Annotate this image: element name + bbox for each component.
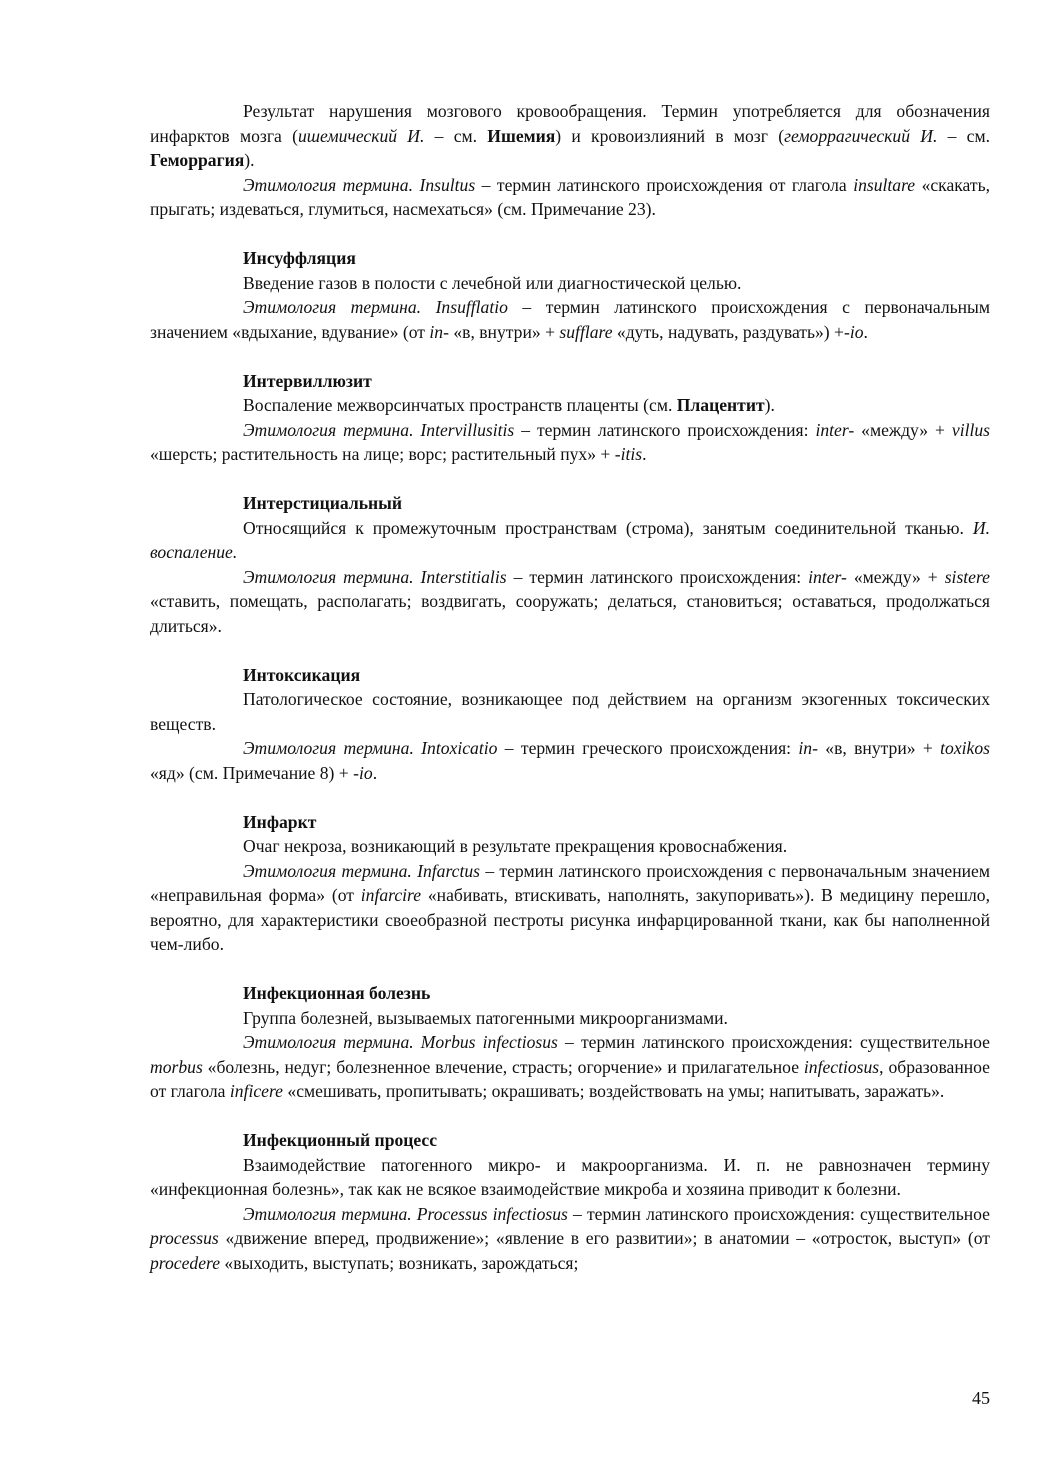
text-run: – термин латинского происхождения: [514,419,816,440]
entry-etymology [150,565,990,639]
entry-title: Инфекционная болезнь [243,983,431,1003]
italic-run: Этимология термина. Insultus [243,174,476,195]
text-run: Результат нарушения мозгового кровообращения. Термин употребляется для обозначения инфарктов мозга ( [150,101,990,146]
bold-term-reference: Ишемия [487,125,556,146]
text-run: «болезнь, недуг; болезненное влечение, страсть; огорчение» и прилагательное [202,1056,804,1077]
entry-definition [150,271,990,296]
italic-run: morbus [150,1056,203,1077]
text-run: – термин латинского происхождения с первоначальным значением «неправильная форма» (от [150,860,990,905]
dictionary-entry [150,981,990,1104]
entry-title: Интервиллюзит [243,370,372,391]
italic-run: Этимология термина. Intoxicatio [243,738,498,758]
italic-run: inter- [808,566,847,587]
entry-definition [150,516,990,565]
bold-term-reference: Геморрагия [150,150,245,170]
text-run: – термин греческого происхождения: [497,738,799,758]
text-run: – термин латинского происхождения с первоначальным значением «вдыхание, вдувание» (от [150,297,990,342]
entry-etymology [150,1030,990,1104]
text-run: «в, внутри» + [448,321,560,342]
italic-run: infarcire [360,885,422,905]
italic-run: inter- [815,419,855,440]
bold-term-reference: Плацентит [676,395,765,415]
dictionary-entry [150,663,990,786]
entry-etymology [150,295,990,344]
italic-run: И. воспаление. [150,517,990,562]
intro-etymology [150,173,990,222]
italic-run: in- [798,738,818,758]
entry-title: Интерстициальный [243,493,403,513]
entry-title: Инфекционный процесс [243,1130,438,1150]
text-run: «между» + [846,566,945,587]
italic-run: sufflare [559,321,613,342]
italic-run: Этимология термина. Infarctus [243,860,481,881]
italic-run: sistere [944,566,990,587]
text-run: «выходить, выступать; возникать, зарождаться; [220,1252,579,1273]
text-run: «шерсть; растительность на лице; ворс; растительный пух» + [150,444,615,464]
text-run: – см. [937,125,990,146]
text-column [150,99,990,1275]
text-run: Патологическое состояние, возникающее под действием на организм экзогенных токсических веществ. [150,689,990,734]
text-run: Введение газов в полости с лечебной или диагностической целью. [243,272,742,293]
text-run: «ставить, помещать, располагать; воздвигать, сооружать; делаться, становиться; оставаться, продолжаться длиться». [150,591,990,636]
italic-run: inficere [229,1081,283,1101]
entry-etymology [150,859,990,957]
italic-run: infectiosus [803,1056,880,1077]
italic-run: processus [150,1228,219,1248]
italic-run: Этимология термина. Processus infectiosus [243,1203,568,1224]
dictionary-entry [150,1128,990,1275]
entry-etymology [150,736,990,785]
entry-definition [150,834,990,859]
entry-title: Инфаркт [243,811,317,832]
italic-run: Этимология термина. Intervillusitis [243,419,515,440]
italic-run: Этимология термина. Interstitialis [243,566,507,587]
text-run: , образованное от глагола [150,1056,990,1101]
text-run: «в, внутри» + [817,738,941,758]
entry-etymology [150,418,990,467]
text-run: Группа болезней, вызываемых патогенными микроорганизмами. [243,1007,728,1028]
text-run: Относящийся к промежуточным пространствам (строма), занятым соединительной тканью. [243,517,973,538]
text-run: Воспаление межворсинчатых пространств плаценты (см. [243,395,677,415]
italic-run: -io [353,762,373,783]
italic-run: ишемический И. [297,125,425,146]
italic-run: -itis [614,444,643,464]
text-run: «набивать, втискивать, наполнять, закупоривать»). В медицину перешло, вероятно, для характеристики своеобразной пестроты рисунка инфарцированной ткани, как бы наполненной чем-либо. [150,885,990,954]
italic-run: Этимология термина. Morbus infectiosus [243,1032,558,1052]
text-run: ) и кровоизлияний в мозг ( [555,125,785,146]
dictionary-entry [150,810,990,957]
text-run: «движение вперед, продвижение»; «явление в его развитии»; в анатомии – «отросток, выступ» (от [218,1228,990,1248]
entry-definition [150,393,990,418]
dictionary-entry [150,369,990,467]
intro-entry-continuation [150,99,990,222]
italic-run: геморрагический И. [784,125,938,146]
text-run: «дуть, надувать, раздувать») + [612,321,844,342]
intro-definition [150,99,990,173]
entry-definition [150,1153,990,1202]
italic-run: -io [843,321,864,342]
italic-run: toxikos [940,738,990,758]
text-run: . [863,321,868,342]
dictionary-entry [150,491,990,638]
entry-definition [150,1006,990,1031]
italic-run: insultare [853,174,916,195]
italic-run: in- [429,321,449,342]
text-run: Взаимодействие патогенного микро- и макроорганизма. И. п. не равнозначен термину «инфекционная болезнь», так как не всякое взаимодействие микроба и хозяина приводит к болезни. [150,1154,990,1199]
text-run: . [372,762,378,783]
entry-title: Интоксикация [243,664,361,685]
page-number: 45 [972,1388,990,1408]
text-run: ). [764,395,775,415]
text-run: «смешивать, пропитывать; окрашивать; воздействовать на умы; напитывать, заражать». [283,1081,945,1101]
entry-definition [150,687,990,736]
italic-run: Этимология термина. Insufflatio [243,297,508,317]
text-run: – см. [424,125,488,146]
text-run: «скакать, прыгать; издеваться, глумиться, насмехаться» (см. Примечание 23). [150,174,991,219]
text-run: . [642,444,647,464]
text-run: «яд» (см. Примечание 8) + [150,762,354,783]
text-run: «между» + [854,419,952,440]
text-run: – термин латинского происхождения: [506,566,809,587]
text-run: ). [244,150,255,170]
text-run: Очаг некроза, возникающий в результате прекращения кровоснабжения. [243,836,788,856]
entry-title: Инсуффляция [243,248,356,268]
text-run: – термин латинского происхождения от глагола [475,174,854,195]
italic-run: procedere [150,1252,221,1273]
italic-run: villus [951,419,991,440]
dictionary-entry [150,246,990,344]
entry-etymology [150,1202,990,1276]
text-run: – термин латинского происхождения: существительное [567,1203,990,1224]
text-run: – термин латинского происхождения: существительное [557,1032,990,1052]
